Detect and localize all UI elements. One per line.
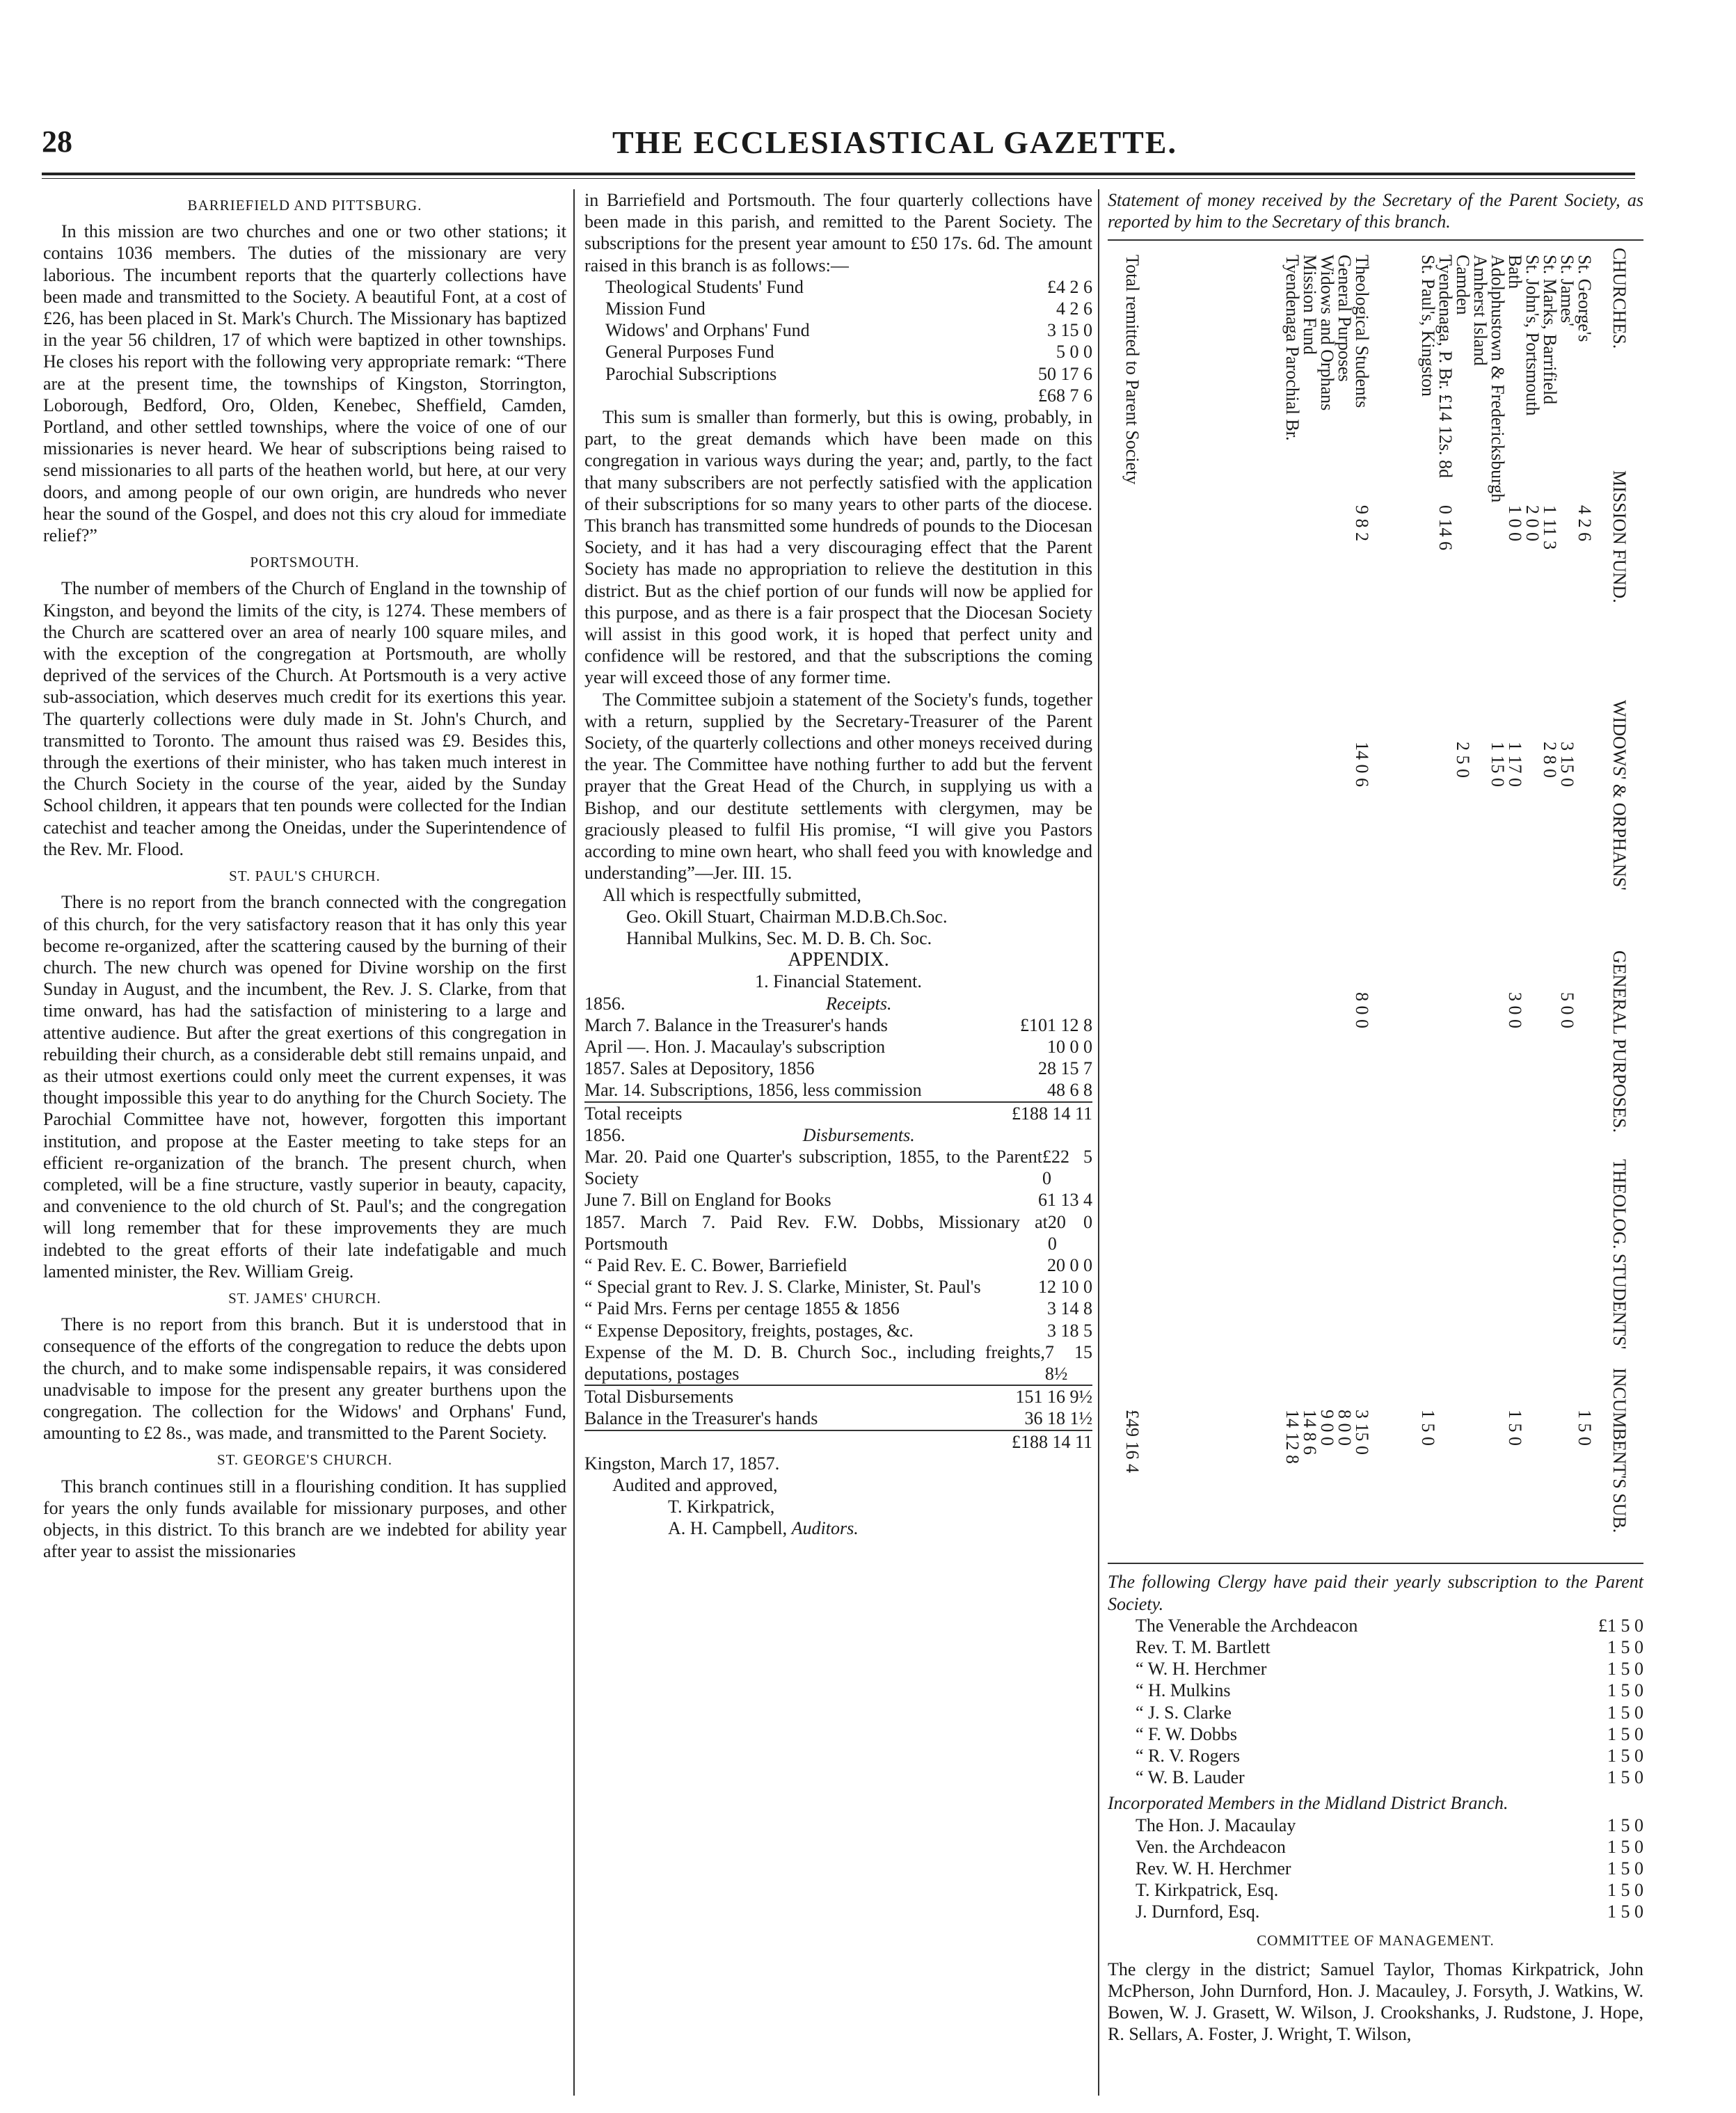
church-name: St. James' — [1557, 255, 1578, 327]
member-row: Ven. the Archdeacon 1 5 0 — [1136, 1836, 1643, 1857]
table-header: CHURCHES. — [1609, 248, 1630, 349]
disbursement-row: “ Paid Rev. E. C. Bower, Barriefield 20 0 0 — [584, 1254, 1092, 1275]
church-name: Mission Fund — [1300, 255, 1321, 356]
remittance-table — [1108, 239, 1643, 1564]
signature-1: Geo. Okill Stuart, Chairman M.D.B.Ch.Soc. — [626, 906, 948, 927]
fund-total: £68 7 6 — [1038, 385, 1092, 406]
widows-value: 2 5 0 — [1453, 742, 1474, 779]
column-divider — [573, 189, 575, 2096]
column-2 — [584, 189, 1092, 1540]
fund-row: Mission Fund 4 2 6 — [605, 298, 1092, 319]
date-line: Kingston, March 17, 1857. — [584, 1453, 780, 1474]
widows-value: 1 15 0 — [1488, 742, 1508, 788]
member-row: The Hon. J. Macaulay 1 5 0 — [1136, 1815, 1643, 1835]
section-heading: ST. PAUL'S CHURCH. — [229, 868, 381, 885]
member-row: Rev. W. H. Herchmer 1 5 0 — [1136, 1858, 1643, 1879]
church-name: St. Paul's, Kingston — [1418, 255, 1439, 397]
mission-value: 4 2 6 — [1575, 505, 1595, 542]
church-name: Tyendenaga Parochial Br. — [1282, 255, 1303, 441]
incumbent-value: 1 5 0 — [1418, 1410, 1439, 1446]
page-number: 28 — [42, 125, 72, 159]
church-name: St. Marks, Barrifield — [1540, 255, 1561, 405]
fund-row: Theological Students' Fund £4 2 6 — [605, 276, 1092, 297]
church-name: St. John's, Portsmouth — [1522, 255, 1543, 416]
balance-row: Balance in the Treasurer's hands 36 18 1½ — [584, 1408, 1092, 1429]
clergy-row: Rev. T. M. Bartlett 1 5 0 — [1136, 1637, 1643, 1658]
receipt-row: March 7. Balance in the Treasurer's hands £101 12 8 — [584, 1014, 1092, 1035]
clergy-row: The Venerable the Archdeacon £1 5 0 — [1136, 1615, 1643, 1636]
clergy-row: “ J. S. Clarke 1 5 0 — [1136, 1702, 1643, 1723]
general-value: 3 0 0 — [1505, 992, 1526, 1029]
statement-heading: Statement of money received by the Secretary of the Parent Society, as reported by him to the Secretary of this branch. — [1108, 190, 1643, 232]
incumbent-value: 9 0 0 — [1317, 1410, 1338, 1446]
mission-value: 9 8 2 — [1352, 505, 1373, 542]
disbursement-row: Mar. 20. Paid one Quarter's subscription, 1855, to the Parent Society £22 5 0 — [584, 1146, 1092, 1189]
auditor-2: A. H. Campbell, Auditors. — [668, 1518, 859, 1539]
fund-list — [584, 276, 1092, 406]
church-name: Amherst Island — [1470, 255, 1491, 366]
signature-2: Hannibal Mulkins, Sec. M. D. B. Ch. Soc. — [626, 927, 932, 948]
church-name: Camden — [1453, 255, 1474, 316]
table-header: THEOLOG. STUDENTS' — [1609, 1159, 1630, 1350]
committee-paragraph: The clergy in the district; Samuel Taylor, Thomas Kirkpatrick, John McPherson, John Durnford, Hon. J. Macauley, J. Forsyth, J. Watkins, W. Bowen, W. J. Grasett, W. Wilson, J. Crookshanks, J. Rudstone, J. Hope, R. Sellars, A. Foster, J. Wright, T. Wilson, — [1108, 1959, 1643, 2045]
mission-value: 2 0 0 — [1522, 505, 1543, 542]
widows-value: 1 17 0 — [1505, 742, 1526, 788]
receipt-row: 1857. Sales at Depository, 1856 28 15 7 — [584, 1058, 1092, 1079]
audited-line: Audited and approved, — [612, 1474, 778, 1495]
clergy-row: “ R. V. Rogers 1 5 0 — [1136, 1746, 1643, 1767]
member-row: J. Durnford, Esq. 1 5 0 — [1136, 1901, 1643, 1922]
table-header: GENERAL PURPOSES. — [1609, 950, 1630, 1133]
appendix-heading: APPENDIX. — [788, 949, 889, 971]
member-row: T. Kirkpatrick, Esq. 1 5 0 — [1136, 1880, 1643, 1901]
header-rule — [42, 173, 1635, 175]
paragraph: This sum is smaller than formerly, but this is owing, probably, in part, to the great demands which have been made on this congregation in various ways during the year; and, partly, to the fact that many subscribers are not perfectly satisfied with the application of their subscriptions for so many years to other parts of the diocese. This branch has transmitted some hundreds of pounds to the Diocesan Society, and it has had a very discouraging effect that the Parent Society has made no appropriation to relieve the destitution in this district. But as the chief portion of our funds will now be applied for this purpose, and as there is a fair prospect that the Diocesan Society will assist in this good work, it is hoped that perfect unity and confidence will be restored, and that the subscriptions the coming year will exceed those of any former time. — [584, 407, 1092, 688]
disbursement-row: Expense of the M. D. B. Church Soc., including freights, deputations, postages 7 15 8½ — [584, 1341, 1092, 1384]
mission-value: 1 0 0 — [1505, 505, 1526, 542]
disbursement-row: 1857. March 7. Paid Rev. F.W. Dobbs, Missionary at Portsmouth 20 0 0 — [584, 1211, 1092, 1254]
paragraph: There is no report from the branch connected with the congregation of this church, for the very satisfactory reason that it has only this year become re-organized, after the scattering caused by the burning of their church. The new church was opened for Divine worship on the first Sunday in August, and the incumbent, the Rev. J. S. Clarke, from that time onward, has had the satisfaction of ministering to a large and attentive audience. But after the great exertions of this congregation in rebuilding their church, as a considerable debt still remains unpaid, and as their utmost exertions could only meet the current expenses, it was thought impossible this year to do anything for the Church Society. The Parochial Committee have not, however, forgotten this important institution, and propose at the Easter meeting to take steps for an efficient re-organization of the branch. The present church, when completed, will be a fine structure, vastly superior in beauty, capacity, and convenience to the old church of St. Paul's; and the congregation will long remember that for these improvements they are much indebted to the great efforts of their late indefatigable and much lamented minister, the Rev. William Greig. — [43, 892, 566, 1282]
table-header: MISSION FUND. — [1609, 470, 1630, 604]
incumbent-value: 1 5 0 — [1575, 1410, 1595, 1446]
general-value: 5 0 0 — [1557, 992, 1578, 1029]
church-name: General Purposes — [1335, 255, 1355, 383]
auditor-1: T. Kirkpatrick, — [668, 1497, 775, 1517]
receipts-total: Total receipts £188 14 11 — [584, 1101, 1092, 1124]
fund-row: General Purposes Fund 5 0 0 — [605, 342, 1092, 362]
paragraph: All which is respectfully submitted, — [603, 884, 861, 905]
table-header: INCUMBENT'S SUB. — [1609, 1368, 1630, 1533]
clergy-row: “ H. Mulkins 1 5 0 — [1136, 1680, 1643, 1701]
church-name: Bath — [1505, 255, 1526, 289]
church-name: Widows and Orphans — [1317, 255, 1338, 411]
grand-total: £188 14 11 — [584, 1430, 1092, 1453]
disbursement-row: “ Paid Mrs. Ferns per centage 1855 & 1856 3 14 8 — [584, 1298, 1092, 1319]
disbursement-row: “ Expense Depository, freights, postages, &c. 3 18 5 — [584, 1320, 1092, 1341]
section-heading: PORTSMOUTH. — [250, 554, 360, 571]
page-header — [42, 124, 1628, 168]
section-heading: BARRIEFIELD AND PITTSBURG. — [187, 197, 422, 214]
widows-value: 3 15 0 — [1557, 742, 1578, 788]
receipt-row: Mar. 14. Subscriptions, 1856, less commission 48 6 8 — [584, 1080, 1092, 1101]
clergy-row: “ F. W. Dobbs 1 5 0 — [1136, 1723, 1643, 1744]
section-heading: ST. JAMES' CHURCH. — [228, 1289, 381, 1307]
masthead-title: THE ECCLESIASTICAL GAZETTE. — [612, 125, 1177, 160]
receipt-row: April —. Hon. J. Macaulay's subscription 10 0 0 — [584, 1036, 1092, 1057]
church-name: Tyendenaga, P. Br. £14 12s. 8d — [1435, 255, 1456, 479]
column-3 — [1108, 189, 1643, 2046]
church-name: St. George's — [1575, 255, 1595, 342]
committee-heading: COMMITTEE OF MANAGEMENT. — [1257, 1931, 1495, 1949]
fund-row: Parochial Subscriptions 50 17 6 — [605, 363, 1092, 384]
disbursement-row: June 7. Bill on England for Books 61 13 4 — [584, 1190, 1092, 1211]
church-name: Theological Students — [1352, 255, 1373, 408]
paragraph: This branch continues still in a flourishing condition. It has supplied for years the only funds available for missionary purposes, and other objects, in this district. To this branch are we indebted for ability year after year to assist the missionaries — [43, 1476, 566, 1562]
total-value: £49 16 4 — [1122, 1410, 1143, 1474]
widows-value: 14 0 6 — [1352, 742, 1373, 788]
table-header: WIDOWS' & ORPHANS' — [1609, 700, 1630, 891]
incumbent-value: 14 8 6 — [1300, 1410, 1321, 1456]
total-label: Total remitted to Parent Society — [1122, 255, 1143, 485]
paragraph: in Barriefield and Portsmouth. The four quarterly collections have been made in this parish, and remitted to the Parent Society. The subscriptions for the present year amount to £50 17s. 6d. The amount raised in this branch is as follows:— — [584, 190, 1092, 276]
receipts-header: 1856. Receipts. — [584, 993, 892, 1014]
financial-heading: 1. Financial Statement. — [755, 971, 922, 992]
incumbent-value: 3 15 0 — [1352, 1410, 1373, 1456]
paragraph: The Committee subjoin a statement of the Society's funds, together with a return, supplied by the Secretary-Treasurer of the Parent Society, of the quarterly collections and other moneys received during the year. The Committee have nothing further to add but the fervent prayer that the Great Head of the Church, in supplying us with a Bishop, and our destitute settlements with clergymen, may be graciously pleased to fulfil His promise, “I will give you Pastors according to mine own heart, who shall feed you with knowledge and understanding”—Jer. III. 15. — [584, 689, 1092, 884]
church-name: Adolphustown & Fredericksburgh — [1488, 255, 1508, 503]
incumbent-value: 8 0 0 — [1335, 1410, 1355, 1446]
paragraph: There is no report from this branch. But it is understood that in consequence of the efforts of the congregation to reduce the debts upon the church, and to make some indispensable repairs, it was considered unadvisable to impose for the present any greater burthens upon the congregation. The collection for the Widows' and Orphans' Fund, amounting to £2 8s., was made, and transmitted to the Parent Society. — [43, 1314, 566, 1444]
clergy-heading: The following Clergy have paid their yearly subscription to the Parent Society. — [1108, 1572, 1643, 1614]
column-1 — [43, 189, 566, 1562]
clergy-row: “ W. H. Herchmer 1 5 0 — [1136, 1659, 1643, 1680]
disbursements-header: 1856. Disbursements. — [584, 1124, 915, 1145]
widows-value: 2 8 0 — [1540, 742, 1561, 779]
mission-value: 0 14 6 — [1435, 505, 1456, 551]
general-value: 8 0 0 — [1352, 992, 1373, 1029]
column-divider — [1098, 189, 1099, 2096]
section-heading: ST. GEORGE'S CHURCH. — [216, 1451, 393, 1469]
disbursements-total: Total Disbursements 151 16 9½ — [584, 1385, 1092, 1408]
disbursement-row: “ Special grant to Rev. J. S. Clarke, Minister, St. Paul's 12 10 0 — [584, 1277, 1092, 1298]
incorporated-heading: Incorporated Members in the Midland District Branch. — [1108, 1793, 1508, 1814]
fund-row: Widows' and Orphans' Fund 3 15 0 — [605, 320, 1092, 341]
clergy-row: “ W. B. Lauder 1 5 0 — [1136, 1767, 1643, 1788]
incumbent-value: 14 12 8 — [1282, 1410, 1303, 1465]
header-rule-thin — [42, 178, 1635, 179]
mission-value: 1 11 3 — [1540, 505, 1561, 550]
paragraph: The number of members of the Church of England in the township of Kingston, and beyond the limits of the city, is 1274. These members of the Church are scattered over an area of nearly 100 square miles, and with the exception of the congregation at Portsmouth, are wholly deprived of the services of the Church. At Portsmouth is a very active sub-association, which deserves much credit for its exertions this year. The quarterly collections were duly made in St. John's Church, and transmitted to Toronto. The amount thus raised was £9. Besides this, through the exertions of their minister, who has taken much interest in the Church Society in the course of the year, aided by the Sunday School children, it appears that ten pounds were collected for the Indian catechist and teacher among the Oneidas, under the Superintendence of the Rev. Mr. Flood. — [43, 578, 566, 859]
incumbent-value: 1 5 0 — [1505, 1410, 1526, 1446]
paragraph: In this mission are two churches and one or two other stations; it contains 1036 members. The duties of the missionary are very laborious. The incumbent reports that the quarterly collections have been made and transmitted to the Society. A beautiful Font, at a cost of £26, has been placed in St. Mark's Church. The Missionary has baptized in the year 56 children, 17 of which were baptized in other townships. He closes his report with the following very appropriate remark: “There are at the present time, the townships of Kingston, Storrington, Loborough, Bedford, Oro, Olden, Kenebec, Sheffield, Camden, Portland, and other settled townships, where the voice of one of our missionaries is never heard. We hear of subscriptions being raised to send missionaries to all parts of the heathen world, but here, at our very doors, and among people of our own origin, are hundreds who never hear the sound of the Gospel, and does not this cry aloud for immediate relief?” — [43, 221, 566, 546]
auditors-label: Auditors. — [791, 1518, 859, 1539]
